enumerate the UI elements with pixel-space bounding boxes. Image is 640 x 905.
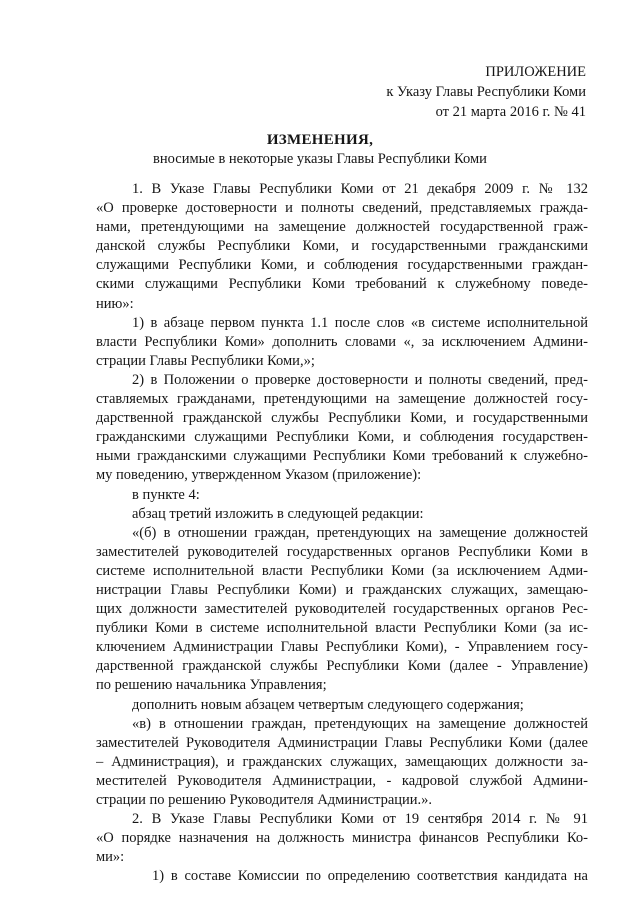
text-line: дарственной гражданской службы Республики Коми, и государственными [96, 410, 588, 427]
text-line: – Администрация), и гражданских служащих, замещающих должности за- [96, 753, 588, 770]
text-line: 2. В Указе Главы Республики Коми от 19 сентября 2014 г. № 91 [132, 811, 588, 828]
text-line: 2) в Положении о проверке достоверности и полноты сведений, пред- [132, 371, 588, 388]
text-line: страции по решению Руководителя Администрации.». [96, 792, 433, 808]
text-line: гражданскими служащими Республики Коми, и соблюдения государствен- [96, 429, 588, 446]
document-title: ИЗМЕНЕНИЯ, [266, 132, 374, 148]
text-line: 1) в составе Комиссии по определению соответствия кандидата на [152, 868, 588, 885]
text-line: абзац третий изложить в следующей редакции: [132, 505, 424, 522]
text-line: скими служащими Республики Коми требований к служебному поведе- [96, 276, 588, 293]
text-line: ми»: [96, 849, 125, 866]
text-line: дарственной гражданской службы Республики Коми (далее - Управление) [96, 658, 588, 675]
text-line: в пункте 4: [132, 486, 200, 503]
text-line: заместителей Руководителя Администрации Главы Республики Коми (далее [96, 734, 588, 751]
text-line: заместителей руководителей государственных органов Республики Коми в [96, 543, 588, 560]
appendix-label: ПРИЛОЖЕНИЕ [485, 64, 586, 80]
text-line: нами, претендующими на замещение должностей государственной граж- [96, 219, 588, 236]
text-line: местителей Руководителя Администрации, - кадровой службой Админи- [96, 772, 588, 789]
text-line: ными гражданскими служащими Республики Коми требований к служебно- [96, 448, 588, 465]
text-line: нистрации Главы Республики Коми) и гражданских служащих, замещаю- [96, 581, 588, 598]
text-line: щих должности заместителей руководителей государственных органов Рес- [96, 601, 588, 618]
text-line: ставляемых гражданами, претендующими на замещение должностей госу- [96, 391, 588, 408]
text-line: дополнить новым абзацем четвертым следующего содержания; [132, 696, 524, 713]
text-line: 1. В Указе Главы Республики Коми от 21 декабря 2009 г. № 132 [132, 181, 588, 197]
text-line: 1) в абзаце первом пункта 1.1 после слов «в системе исполнительной [132, 314, 588, 331]
text-line: по решению начальника Управления; [96, 677, 327, 694]
document-body [96, 180, 588, 886]
text-line: служащими Республики Коми, и соблюдения государственными граждан- [96, 257, 588, 274]
text-line: нию»: [96, 295, 134, 312]
text-line: ключением Администрации Главы Республики Коми), - Управлением госу- [96, 639, 588, 656]
text-line: «в) в отношении граждан, претендующих на замещение должностей [132, 715, 588, 732]
text-line: страции Главы Республики Коми,»; [96, 352, 315, 369]
text-line: власти Республики Коми» дополнить словами «, за исключением Админи- [96, 333, 588, 350]
text-line: системе исполнительной власти Республики Коми (за исключением Адми- [96, 562, 588, 579]
text-line: «(б) в отношении граждан, претендующих на замещение должностей [132, 524, 588, 541]
text-line: «О проверке достоверности и полноты сведений, представляемых гражда- [96, 200, 588, 217]
appendix-block [386, 62, 586, 122]
appendix-decree-reference: к Указу Главы Республики Коми [386, 84, 586, 100]
document-subtitle: вносимые в некоторые указы Главы Республики Коми [153, 151, 487, 167]
text-line: му поведению, утвержденном Указом (приложение): [96, 467, 422, 484]
text-line: данской службы Республики Коми, и государственными гражданскими [96, 238, 588, 255]
text-line: публики Коми в системе исполнительной власти Республики Коми (за ис- [96, 620, 588, 637]
text-line: «О порядке назначения на должность министра финансов Республики Ко- [96, 830, 588, 847]
appendix-decree-date: от 21 марта 2016 г. № 41 [435, 104, 586, 120]
